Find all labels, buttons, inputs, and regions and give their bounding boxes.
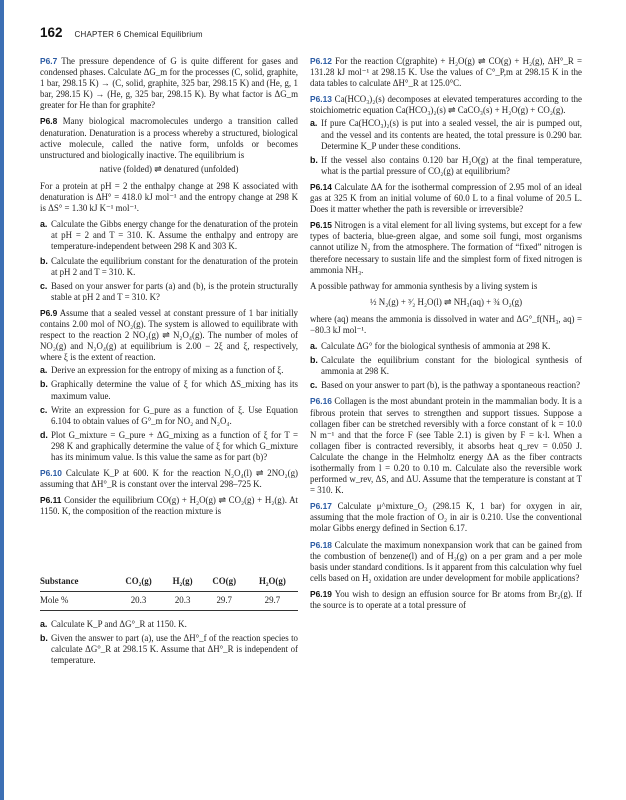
subquestion-text: Calculate the equilibrium constant for the denaturation of the protein at pH 2 and T = 310. K.: [51, 255, 298, 277]
page-edge-band: [0, 0, 4, 800]
subquestion: [40, 281, 298, 303]
subquestion-label: b.: [40, 632, 48, 643]
problem-number: P6.8: [40, 116, 58, 127]
problem-number: P6.14: [310, 181, 332, 192]
subquestion-text: Calculate K_P and ΔG°_R at 1150. K.: [51, 618, 187, 629]
subquestion-label: a.: [310, 118, 318, 129]
subquestion-label: a.: [310, 341, 318, 352]
subquestion-list: [40, 365, 298, 463]
table-cell: 29.7: [247, 591, 298, 610]
problem-6-14: [310, 182, 582, 215]
problem-number: P6.11: [40, 495, 62, 506]
subquestion: [40, 619, 298, 630]
problem-number: P6.12: [310, 56, 332, 66]
subquestion: [310, 155, 582, 177]
problem-6-8: [40, 116, 298, 160]
problem-number: P6.9: [40, 307, 58, 318]
subquestion: [40, 379, 298, 401]
problem-6-9: [40, 308, 298, 363]
problem-number: P6.16: [310, 396, 332, 407]
subquestion-label: a.: [40, 618, 48, 629]
subquestion-text: Calculate ΔG° for the biological synthesis of ammonia at 298 K.: [321, 341, 551, 352]
subquestion-text: Graphically determine the value of ξ for which ΔS_mixing has its maximum value.: [51, 379, 298, 401]
subquestion-label: c.: [40, 404, 48, 415]
subquestion: [40, 256, 298, 278]
subquestion-label: c.: [40, 280, 48, 291]
subquestion-text: Plot G_mixture = G_pure + ΔG_mixing as a function of ξ for T = 298 K and graphically determine the value of ξ for which G_mixture has its minimum value. Is this value the same as for part (b)?: [51, 429, 298, 462]
subquestion: [40, 430, 298, 463]
right-column: [310, 56, 582, 616]
problem-text: Many biological macromolecules undergo a transition called denaturation. Denaturation is a process whereby a structured, biological active molecule, called the native form, unfolds or becomes unstructured and biologically inactive. The equilibrium is: [40, 116, 298, 160]
problem-6-16: [310, 396, 582, 496]
subquestion-text: Calculate the equilibrium constant for the biological synthesis of ammonia at 298 K.: [321, 355, 582, 377]
problem-6-7: [40, 56, 298, 111]
subquestion-text: Based on your answer to part (b), is the pathway a spontaneous reaction?: [321, 380, 581, 391]
problem-number: P6.17: [310, 501, 332, 512]
subquestion-text: Write an expression for G_pure as a function of ξ. Use Equation 6.104 to obtain values of G°_m for NO₂ and N₂O₄.: [51, 404, 298, 426]
problem-6-18: [310, 540, 582, 584]
subquestion-label: d.: [40, 429, 48, 440]
subquestion-list: [310, 341, 582, 391]
problem-number: P6.10: [40, 468, 62, 479]
problem-number: P6.18: [310, 539, 332, 550]
subquestion: [310, 341, 582, 352]
problem-text-continued: where (aq) means the ammonia is dissolved in water and ΔG°_f(NH₃, aq) = −80.3 kJ mol⁻¹.: [310, 313, 582, 335]
subquestion-text: Given the answer to part (a), use the ΔH°_f of the reaction species to calculate ΔG°_R at 298.15 K. Assume that ΔH°_R is independent of temperature.: [51, 632, 298, 665]
subquestion: [310, 118, 582, 151]
subquestion-text: If pure Ca(HCO₃)₂(s) is put into a sealed vessel, the air is pumped out, and the vessel and its contents are heated, the total pressure is 0.290 bar. Determine K_P under these conditions.: [321, 118, 582, 151]
subquestion: [40, 405, 298, 427]
subquestion: [310, 355, 582, 377]
subquestion-text: Calculate the Gibbs energy change for the denaturation of the protein at pH = 2 and T = 310. K. Assume the enthalpy and entropy are temperature-independent between 298 K and 303 K.: [51, 219, 298, 252]
subquestion-label: c.: [310, 380, 318, 391]
table-header-cell: CO₂(g): [113, 574, 163, 591]
equilibrium-equation: native (folded) ⇌ denatured (unfolded): [99, 163, 239, 174]
problem-number: P6.15: [310, 220, 332, 231]
problem-text: Assume that a sealed vessel at constant pressure of 1 bar initially contains 2.00 mol of NO₂(g). The system is allowed to equilibrate with respect to the reaction 2 NO₂(g) ⇌ N₂O₄(g). The number of moles of NO₂(g) and N₂O₄(g) at equilibrium is 2.00 − 2ξ and ξ, respectively, where ξ is the extent of reaction.: [40, 307, 298, 363]
problem-text-continued: For a protein at pH = 2 the enthalpy change at 298 K associated with denaturation is ΔH° = 418.0 kJ mol⁻¹ and the entropy change at 298 K is ΔS° = 1.30 kJ K⁻¹ mol⁻¹.: [40, 180, 298, 214]
problem-text: Calculate the maximum nonexpansion work that can be gained from the combustion of benzene(l) and of H₂(g) on a per gram and a per mole basis under standard conditions. Is it apparent from this calculation why fuel cells based on H₂ oxidation are under development for mobile applications?: [310, 539, 582, 583]
problem-text: Calculate K_P at 600. K for the reaction N₂O₄(l) ⇌ 2NO₂(g) assuming that ΔH°_R is constant over the interval 298–725 K.: [40, 468, 299, 490]
chapter-title: CHAPTER 6 Chemical Equilibrium: [74, 30, 203, 39]
composition-table: [40, 574, 298, 610]
table-cell: Mole %: [40, 591, 113, 610]
problem-6-12: [310, 56, 582, 89]
problem-text: For the reaction C(graphite) + H₂O(g) ⇌ CO(g) + H₂(g), ΔH°_R = 131.28 kJ mol⁻¹ at 298.15 K. Use the values of C°_P,m at 298.15 K in the data tables to calculate ΔH°_R at 125.0°C.: [310, 56, 582, 89]
subquestion-list: [40, 619, 298, 666]
table-header-cell: CO(g): [202, 574, 247, 591]
problem-text: Calculate μ^mixture_O₂ (298.15 K, 1 bar) for oxygen in air, assuming that the mole fraction of O₂ in air is 0.210. Use the conventional molar Gibbs energy defined in Section 6.17.: [310, 501, 583, 534]
page-number: 162: [40, 25, 63, 40]
problem-6-13: [310, 94, 582, 116]
problem-text: Collagen is the most abundant protein in the mammalian body. It is a fibrous protein that serves to strengthen and support tissues. Suppose a collagen fiber can be stretched reversibly with a force constant of k = 10.0 N m⁻¹ and that the force F (see Table 2.1) is given by F = k·l. When a collagen fiber is contracted reversibly, it absorbs heat q_rev = 0.050 J. Calculate the change in the Helmholtz energy ΔA as the fiber contracts isothermally from l = 0.20 to 0.10 m. Calculate also the reversible work performed w_rev, ΔS, and ΔU. Assume that the temperature is constant at T = 310. K.: [310, 396, 582, 496]
subquestion: [40, 219, 298, 252]
subquestion-list: [40, 219, 298, 303]
subquestion-text: Derive an expression for the entropy of mixing as a function of ξ.: [51, 365, 284, 376]
problem-6-15: [310, 220, 582, 275]
subquestion-label: a.: [40, 219, 48, 230]
problem-text: Ca(HCO₃)₂(s) decomposes at elevated temperatures according to the stoichiometric equation Ca(HCO₃)₂(s) ⇌ CaCO₃(s) + H₂O(g) + CO₂(g).: [310, 94, 582, 116]
left-column: [40, 56, 298, 671]
table-cell: 29.7: [202, 591, 247, 610]
problem-text: The pressure dependence of G is quite different for gases and condensed phases. Calculate ΔG_m for the processes (C, solid, graphite, 1 bar, 298.15 K) → (C, solid, graphite, 325 bar, 298.15 K) and (He, g, 1 bar, 298.15 K) → (He, g, 325 bar, 298.15 K). By what factor is ΔG_m greater for He than for graphite?: [40, 56, 298, 111]
running-header: [40, 24, 203, 38]
subquestion: [40, 633, 298, 666]
problem-6-17: [310, 501, 582, 534]
table-header-cell: H₂(g): [164, 574, 202, 591]
problem-text: You wish to design an effusion source for Br atoms from Br₂(g). If the source is to operate at a total pressure of: [310, 588, 582, 611]
problem-text: Calculate ΔA for the isothermal compression of 2.95 mol of an ideal gas at 325 K from an initial volume of 60.0 L to a final volume of 20.5 L. Does it matter whether the path is reversible or irreversible?: [310, 181, 583, 215]
subquestion-label: b.: [40, 255, 48, 266]
subquestion-text: Based on your answer for parts (a) and (b), is the protein structurally stable at pH 2 and T = 310. K?: [51, 280, 298, 302]
subquestion: [40, 365, 298, 376]
problem-text: Nitrogen is a vital element for all living systems, but except for a few types of bacteria, blue-green algae, and some soil fungi, most organisms cannot utilize N₂ from the atmosphere. The formation of “fixed” nitrogen is therefore necessary to sustain life and the simplest form of fixed nitrogen is ammonia NH₃.: [310, 220, 582, 275]
table-header-cell: H₂O(g): [247, 574, 298, 591]
problem-text-continued: A possible pathway for ammonia synthesis by a living system is: [310, 280, 538, 291]
subquestion-label: b.: [310, 154, 318, 165]
problem-6-19: [310, 589, 582, 611]
problem-6-10: [40, 468, 298, 490]
ammonia-synthesis-equation: ½ N₂(g) + ³⁄₂ H₂O(l) ⇌ NH₃(aq) + ¾ O₂(g): [369, 296, 523, 307]
table-cell: 20.3: [113, 591, 163, 610]
table-cell: 20.3: [164, 591, 202, 610]
subquestion-label: b.: [40, 379, 48, 390]
problem-text: Consider the equilibrium CO(g) + H₂O(g) ⇌ CO₂(g) + H₂(g). At 1150. K, the composition of the reaction mixture is: [40, 495, 298, 517]
subquestion-list: [310, 118, 582, 176]
subquestion-label: b.: [310, 355, 318, 366]
spacer: [40, 522, 298, 568]
subquestion-text: If the vessel also contains 0.120 bar H₂O(g) at the final temperature, what is the partial pressure of CO₂(g) at equilibrium?: [321, 154, 582, 176]
subquestion: [310, 380, 582, 391]
table-row: [40, 591, 298, 610]
table-header-cell: Substance: [40, 574, 113, 591]
problem-number: P6.7: [40, 56, 58, 66]
table-header-row: [40, 574, 298, 591]
problem-number: P6.19: [310, 588, 332, 599]
subquestion-label: a.: [40, 365, 48, 376]
problem-6-11: [40, 495, 298, 517]
problem-number: P6.13: [310, 94, 332, 105]
